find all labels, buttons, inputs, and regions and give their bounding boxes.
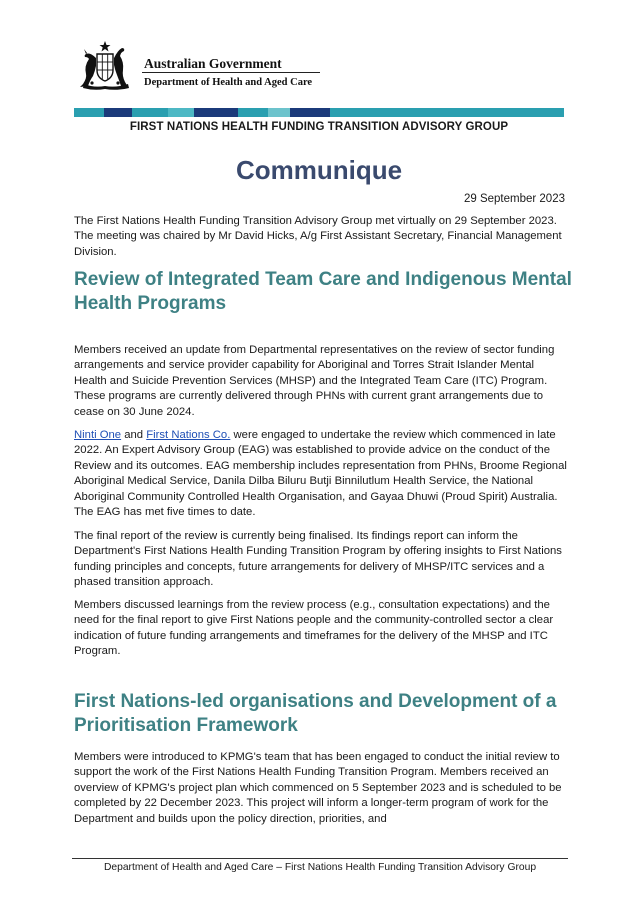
prioritisation-paragraph-1: Members were introduced to KPMG's team that has been engaged to conduct the initial review to support the work of the First Nations Health Funding Transition Program. Members received an overview of KPMG's project plan which commenced on 5 September 2023 and is scheduled to be completed by 22 December 2023. This project will inform a longer-term program of work for the Department and builds upon the policy direction, priorities, and: [74, 751, 562, 825]
review-paragraph-2: [74, 428, 569, 520]
color-band: [74, 108, 564, 117]
color-band-segment: [330, 108, 564, 117]
color-band-segment: [74, 108, 104, 117]
page-footer: Department of Health and Aged Care – First Nations Health Funding Transition Advisory Group: [103, 862, 537, 873]
government-name: Australian Government: [144, 56, 282, 71]
color-band-segment: [268, 108, 290, 117]
color-band-segment: [290, 108, 330, 117]
color-band-segment: [104, 108, 132, 117]
color-band-segment: [132, 108, 168, 117]
color-band-segment: [238, 108, 268, 117]
first-nations-co-link[interactable]: First Nations Co.: [146, 429, 231, 441]
review-paragraph-4: Members discussed learnings from the review process (e.g., consultation expectations) and the need for the final report to give First Nations people and the community-controlled sector a clear indication of future funding arrangements and timeframes for the delivery of the MHSP and ITC Program.: [74, 599, 554, 658]
section-heading-prioritisation: First Nations-led organisations and Development of a Prioritisation Framework: [74, 691, 557, 736]
footer-divider: [72, 858, 568, 859]
intro-paragraph: The First Nations Health Funding Transition Advisory Group met virtually on 29 September 2023. The meeting was chaired by Mr David Hicks, A/g First Assistant Secretary, Financial Management Division.: [74, 215, 562, 258]
color-band-segment: [168, 108, 194, 117]
logo-divider: [142, 72, 320, 73]
review-paragraph-1: Members received an update from Departmental representatives on the review of sector funding arrangements and service provider capability for Aboriginal and Torres Strait Islander Mental Health and Suicide Prevention Services (MHSP) and the Integrated Team Care (ITC) Program. These programs are currently delivered through PHNs with current grant arrangements due to cease on 30 June 2024.: [74, 344, 555, 418]
department-name: Department of Health and Aged Care: [144, 77, 313, 88]
government-logo: [74, 40, 334, 98]
page-title: Communique: [235, 155, 403, 185]
conjunction-text: and: [121, 429, 147, 441]
review-paragraph-3: The final report of the review is currently being finalised. Its findings report can inform the Department's First Nations Health Funding Transition Program by offering insights to First Nations funding principles and concepts, future arrangements for delivery of MHSP/ITC services and a phased transition approach.: [74, 530, 562, 589]
meeting-date: 29 September 2023: [463, 193, 565, 205]
color-band-segment: [194, 108, 238, 117]
review-paragraph-2-text: were engaged to undertake the review which commenced in late 2022. An Expert Advisory Group (EAG) was established to provide advice on the conduct of the Review and its outcomes. EAG membership includes representation from PHNs, Broome Regional Aboriginal Medical Service, Danila Dilba Biluru Butji Binnilutlum Health Service, the National Aboriginal Community Controlled Health Organisation, and Gayaa Dhuwi (Proud Spirit) Australia. The EAG has met five times to date.: [74, 429, 567, 519]
group-title: FIRST NATIONS HEALTH FUNDING TRANSITION ADVISORY GROUP: [129, 121, 509, 133]
ninti-one-link[interactable]: Ninti One: [74, 429, 122, 441]
coat-of-arms-icon: [74, 40, 136, 92]
section-heading-review: Review of Integrated Team Care and Indigenous Mental Health Programs: [74, 269, 572, 314]
